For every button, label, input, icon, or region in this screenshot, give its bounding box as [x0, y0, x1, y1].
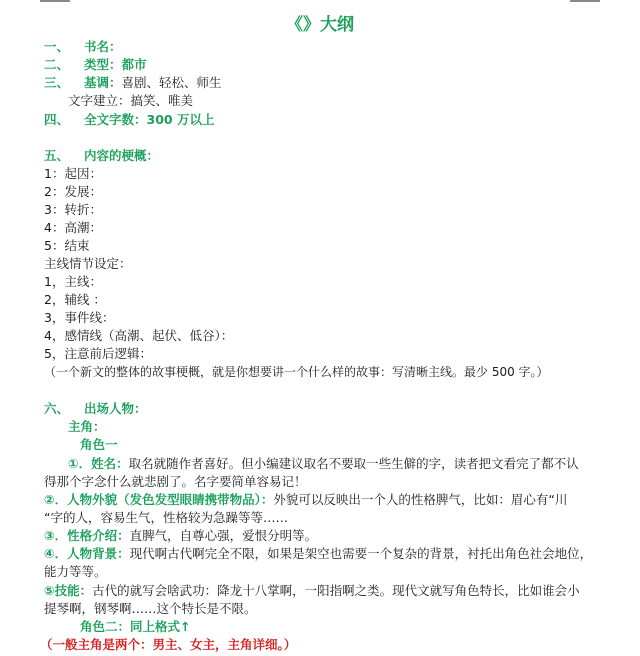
personality-item-text: 直脾气，自尊心强，爱恨分明等。 — [129, 528, 318, 543]
section-6-label: 出场人物： — [84, 401, 147, 416]
personality-item-label: ③．性格介绍： — [44, 528, 130, 543]
section-5-label: 内容的梗概： — [84, 148, 160, 163]
stage-item: 3：转折： — [44, 202, 102, 217]
background-item-text: 现代啊古代啊完全不限，如果是架空也需要一个复杂的背景，衬托出角色社会地位， — [129, 546, 593, 561]
plot-item: 1，主线： — [44, 274, 102, 289]
section-2 — [44, 56, 147, 74]
plot-item: 5，注意前后逻辑： — [44, 346, 152, 361]
protagonist-footnote: （一般主角是两个：男主、女主，主角详细。） — [40, 637, 297, 652]
background-item-continued: 能力等等。 — [44, 564, 107, 579]
plot-item: 3，事件线： — [44, 310, 115, 325]
protagonist-heading: 主角： — [68, 419, 106, 434]
top-rule — [0, 0, 640, 3]
section-2-number: 二、 — [44, 57, 70, 72]
name-item — [68, 455, 579, 473]
appearance-item-label: ②．人物外貌（发色发型眼睛携带物品）： — [44, 492, 274, 507]
name-item-label: ①．姓名： — [68, 456, 129, 471]
section-3-subline: 文字建立：搞笑、唯美 — [68, 93, 194, 108]
main-plot-heading: 主线情节设定： — [44, 256, 132, 271]
skills-item-label: ⑤技能： — [44, 583, 93, 598]
page-title: 《》大纲 — [286, 15, 354, 35]
role-one-heading: 角色一 — [80, 437, 118, 452]
plot-item: 2，辅线 ： — [44, 292, 106, 307]
section-4-number: 四、 — [44, 112, 70, 127]
synopsis-note: （一个新文的整体的故事梗概，就是你想要讲一个什么样的故事：写清晰主线。最少 500 字。） — [44, 365, 549, 379]
section-1 — [44, 38, 122, 56]
background-item-label: ④．人物背景： — [44, 546, 130, 561]
stage-item: 4：高潮： — [44, 220, 102, 235]
section-4 — [44, 111, 214, 129]
section-5-number: 五、 — [44, 148, 70, 163]
section-1-number: 一、 — [44, 39, 70, 54]
section-3-value: 喜剧、轻松、师生 — [121, 75, 222, 90]
role-two-heading: 角色二：同上格式↑ — [80, 619, 191, 634]
background-item — [44, 545, 592, 563]
skills-item-text: 古代的就写会啥武功：降龙十八掌啊，一阳指啊之类。现代文就写角色特长，比如谁会小 — [92, 583, 580, 598]
stage-item: 2：发展： — [44, 184, 102, 199]
plot-item: 4，感情线（高潮、起伏、低谷）： — [44, 328, 234, 343]
section-6 — [44, 400, 147, 418]
section-3-number: 三、 — [44, 75, 70, 90]
name-item-continued: 得那个字念什么就悲剧了。名字要简单容易记！ — [44, 474, 307, 489]
section-4-value: 300 万以上 — [146, 112, 215, 127]
appearance-item-text: 外貌可以反映出一个人的性格脾气，比如：眉心有“川 — [273, 492, 568, 507]
section-3 — [44, 74, 222, 92]
section-6-number: 六、 — [44, 401, 70, 416]
skills-item — [44, 582, 580, 600]
section-1-label: 书名： — [84, 39, 122, 54]
personality-item — [44, 527, 317, 545]
section-4-label: 全文字数： — [84, 112, 147, 127]
stage-item: 5：结束 — [44, 238, 90, 253]
section-3-label: 基调： — [84, 75, 122, 90]
section-5 — [44, 147, 159, 165]
section-2-value: 都市 — [121, 57, 147, 72]
section-2-label: 类型： — [84, 57, 122, 72]
appearance-item-continued: “字的人，容易生气，性格较为急躁等等…… — [44, 510, 288, 525]
stage-item: 1：起因： — [44, 166, 102, 181]
skills-item-continued: 提琴啊，钢琴啊……这个特长是不限。 — [44, 601, 257, 616]
appearance-item — [44, 491, 567, 509]
name-item-text: 取名就随作者喜好。但小编建议取名不要取一些生僻的字，读者把文看完了都不认 — [128, 456, 579, 471]
